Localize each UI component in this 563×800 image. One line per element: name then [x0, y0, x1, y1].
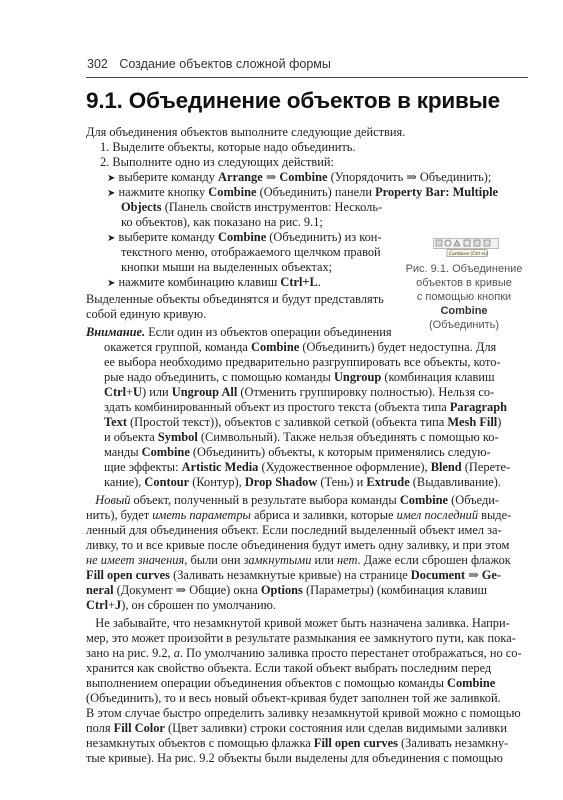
warning-line: Ctrl+U) или Ungroup All (Отменить группировку полностью). Нельзя со- [104, 385, 495, 399]
paragraph-line: (Объединить), то и весь новый объект-кривая будет заполнен той же заливкой. [86, 691, 501, 705]
paragraph-line: нить), будет иметь параметры абриса и заливки, которые имел последний выде- [86, 508, 512, 522]
paragraph-line: ленный для объединения объект. Если последний выделенный объект имел за- [86, 523, 502, 537]
warning-line: рые надо объединить, с помощью команды Ungroup (комбинация клавиш [104, 370, 495, 384]
paragraph-line: поля Fill Color (Цвет заливки) строки состояния или сделав видимыми заливки [86, 721, 508, 735]
bullet-item-cont: Objects (Панель свойств инструментов: Несколь- [121, 200, 383, 214]
figure-caption: Рис. 9.1. Объединение объектов в кривые с помощью кнопки Combine (Объединить) [405, 263, 523, 331]
paragraph-line: Fill open curves (Заливать незамкнутые кривые) на странице Document ⇒ Ge- [86, 568, 502, 582]
paragraph-line: В этом случае быстро определить заливку незамкнутой кривой можно с помощью [86, 706, 521, 720]
bullet-item: ➤ нажмите комбинацию клавиш Ctrl+L. [107, 275, 321, 289]
figure-tooltip: Combine (Ctrl+L) [449, 252, 489, 257]
section-title: 9.1. Объединение объектов в кривые [86, 88, 500, 113]
bullet-item-cont: кнопки мыши на выделенных объектах; [121, 260, 333, 274]
warning-line: окажется группой, команда Combine (Объединить) будет недоступна. Для [104, 340, 497, 354]
page-number: 302 [87, 57, 108, 71]
bullet-item-cont: текстного меню, отображаемого щелчком правой [121, 245, 381, 259]
warning-line: ее выбора необходимо предварительно разгруппировать все объекты, кото- [104, 355, 501, 369]
paragraph-line: Ctrl+J), он сброшен по умолчанию. [86, 598, 276, 612]
paragraph-line: выполнением операции объединения объектов с помощью команды Combine [86, 676, 496, 690]
paragraph-line: зано на рис. 9.2, а. По умолчанию заливка просто перестанет отображаться, но со- [86, 646, 522, 660]
warning-line: кание), Contour (Контур), Drop Shadow (Тень) и Extrude (Выдавливание). [104, 475, 501, 489]
paragraph-line: Новый объект, полученный в результате выбора команды Combine (Объеди- [95, 493, 500, 507]
warning-label: Внимание. [86, 325, 146, 339]
paragraph-line: neral (Документ ⇒ Общие) окна Options (Параметры) (комбинация клавиш [86, 583, 488, 597]
warning-first-line: Внимание. Если один из объектов операции объединения [86, 325, 392, 339]
paragraph-line: Выделенные объекты объединятся и будут представлять [86, 292, 384, 306]
warning-line: манды Combine (Объединить) объекты, к которым применялись следую- [104, 445, 491, 459]
step-2: 2. Выполните одно из следующих действий: [100, 155, 334, 169]
paragraph-line: собой единую кривую. [86, 307, 207, 321]
warning-line: щие эффекты: Artistic Media (Художественное оформление), Blend (Перете- [104, 460, 511, 474]
bullet-item: ➤ нажмите кнопку Combine (Объединить) панели Property Bar: Multiple [107, 185, 499, 199]
bullet-item: ➤ выберите команду Combine (Объединить) из кон- [107, 230, 382, 244]
running-head-title: Создание объектов сложной формы [119, 57, 331, 71]
warning-line: здать комбинированный объект из простого текста (объекта типа Paragraph [104, 400, 507, 414]
paragraph-line: хранится как свойство объекта. Если такой объект выбрать последним перед [86, 661, 492, 675]
paragraph-line: ливку, то и все кривые после объединения будут иметь одну заливку, и при этом [86, 538, 510, 552]
paragraph-line: мер, это может произойти в результате размыкания ее замкнутого пути, как пока- [86, 631, 516, 645]
paragraph-line: не имеет значения, были они замкнутыми или нет. Даже если сброшен флажок [86, 553, 511, 567]
intro-text: Для объединения объектов выполните следующие действия. [86, 125, 406, 139]
warning-line: Text (Простой текст)), объектов с заливкой сеткой (объекта типа Mesh Fill) [104, 415, 502, 429]
header-rule [86, 77, 528, 78]
running-head [87, 57, 527, 71]
paragraph-line: Не забывайте, что незамкнутой кривой может быть назначена заливка. Напри- [95, 616, 510, 630]
paragraph-line: тые кривые). На рис. 9.2 объекты были выделены для объединения с помощью [86, 751, 503, 765]
bullet-arrow-icon: ➤ [107, 173, 116, 184]
bullet-item-cont: ко объектов), как показано на рис. 9.1; [121, 215, 323, 229]
property-bar-icon [433, 238, 499, 258]
figure-toolbar-image [433, 238, 499, 258]
bullet-item: ➤ выберите команду Arrange ⇒ Combine (Упорядочить ⇒ Объединить); [107, 170, 492, 184]
paragraph-line: незамкнутых объектов с помощью флажка Fill open curves (Заливать незамкну- [86, 736, 509, 750]
bullet-arrow-icon: ➤ [107, 278, 116, 289]
warning-line: и объекта Symbol (Символьный). Также нельзя объединять с помощью ко- [104, 430, 499, 444]
step-1: 1. Выделите объекты, которые надо объединить. [100, 140, 356, 154]
bullet-arrow-icon: ➤ [107, 188, 116, 199]
bullet-arrow-icon: ➤ [107, 233, 116, 244]
